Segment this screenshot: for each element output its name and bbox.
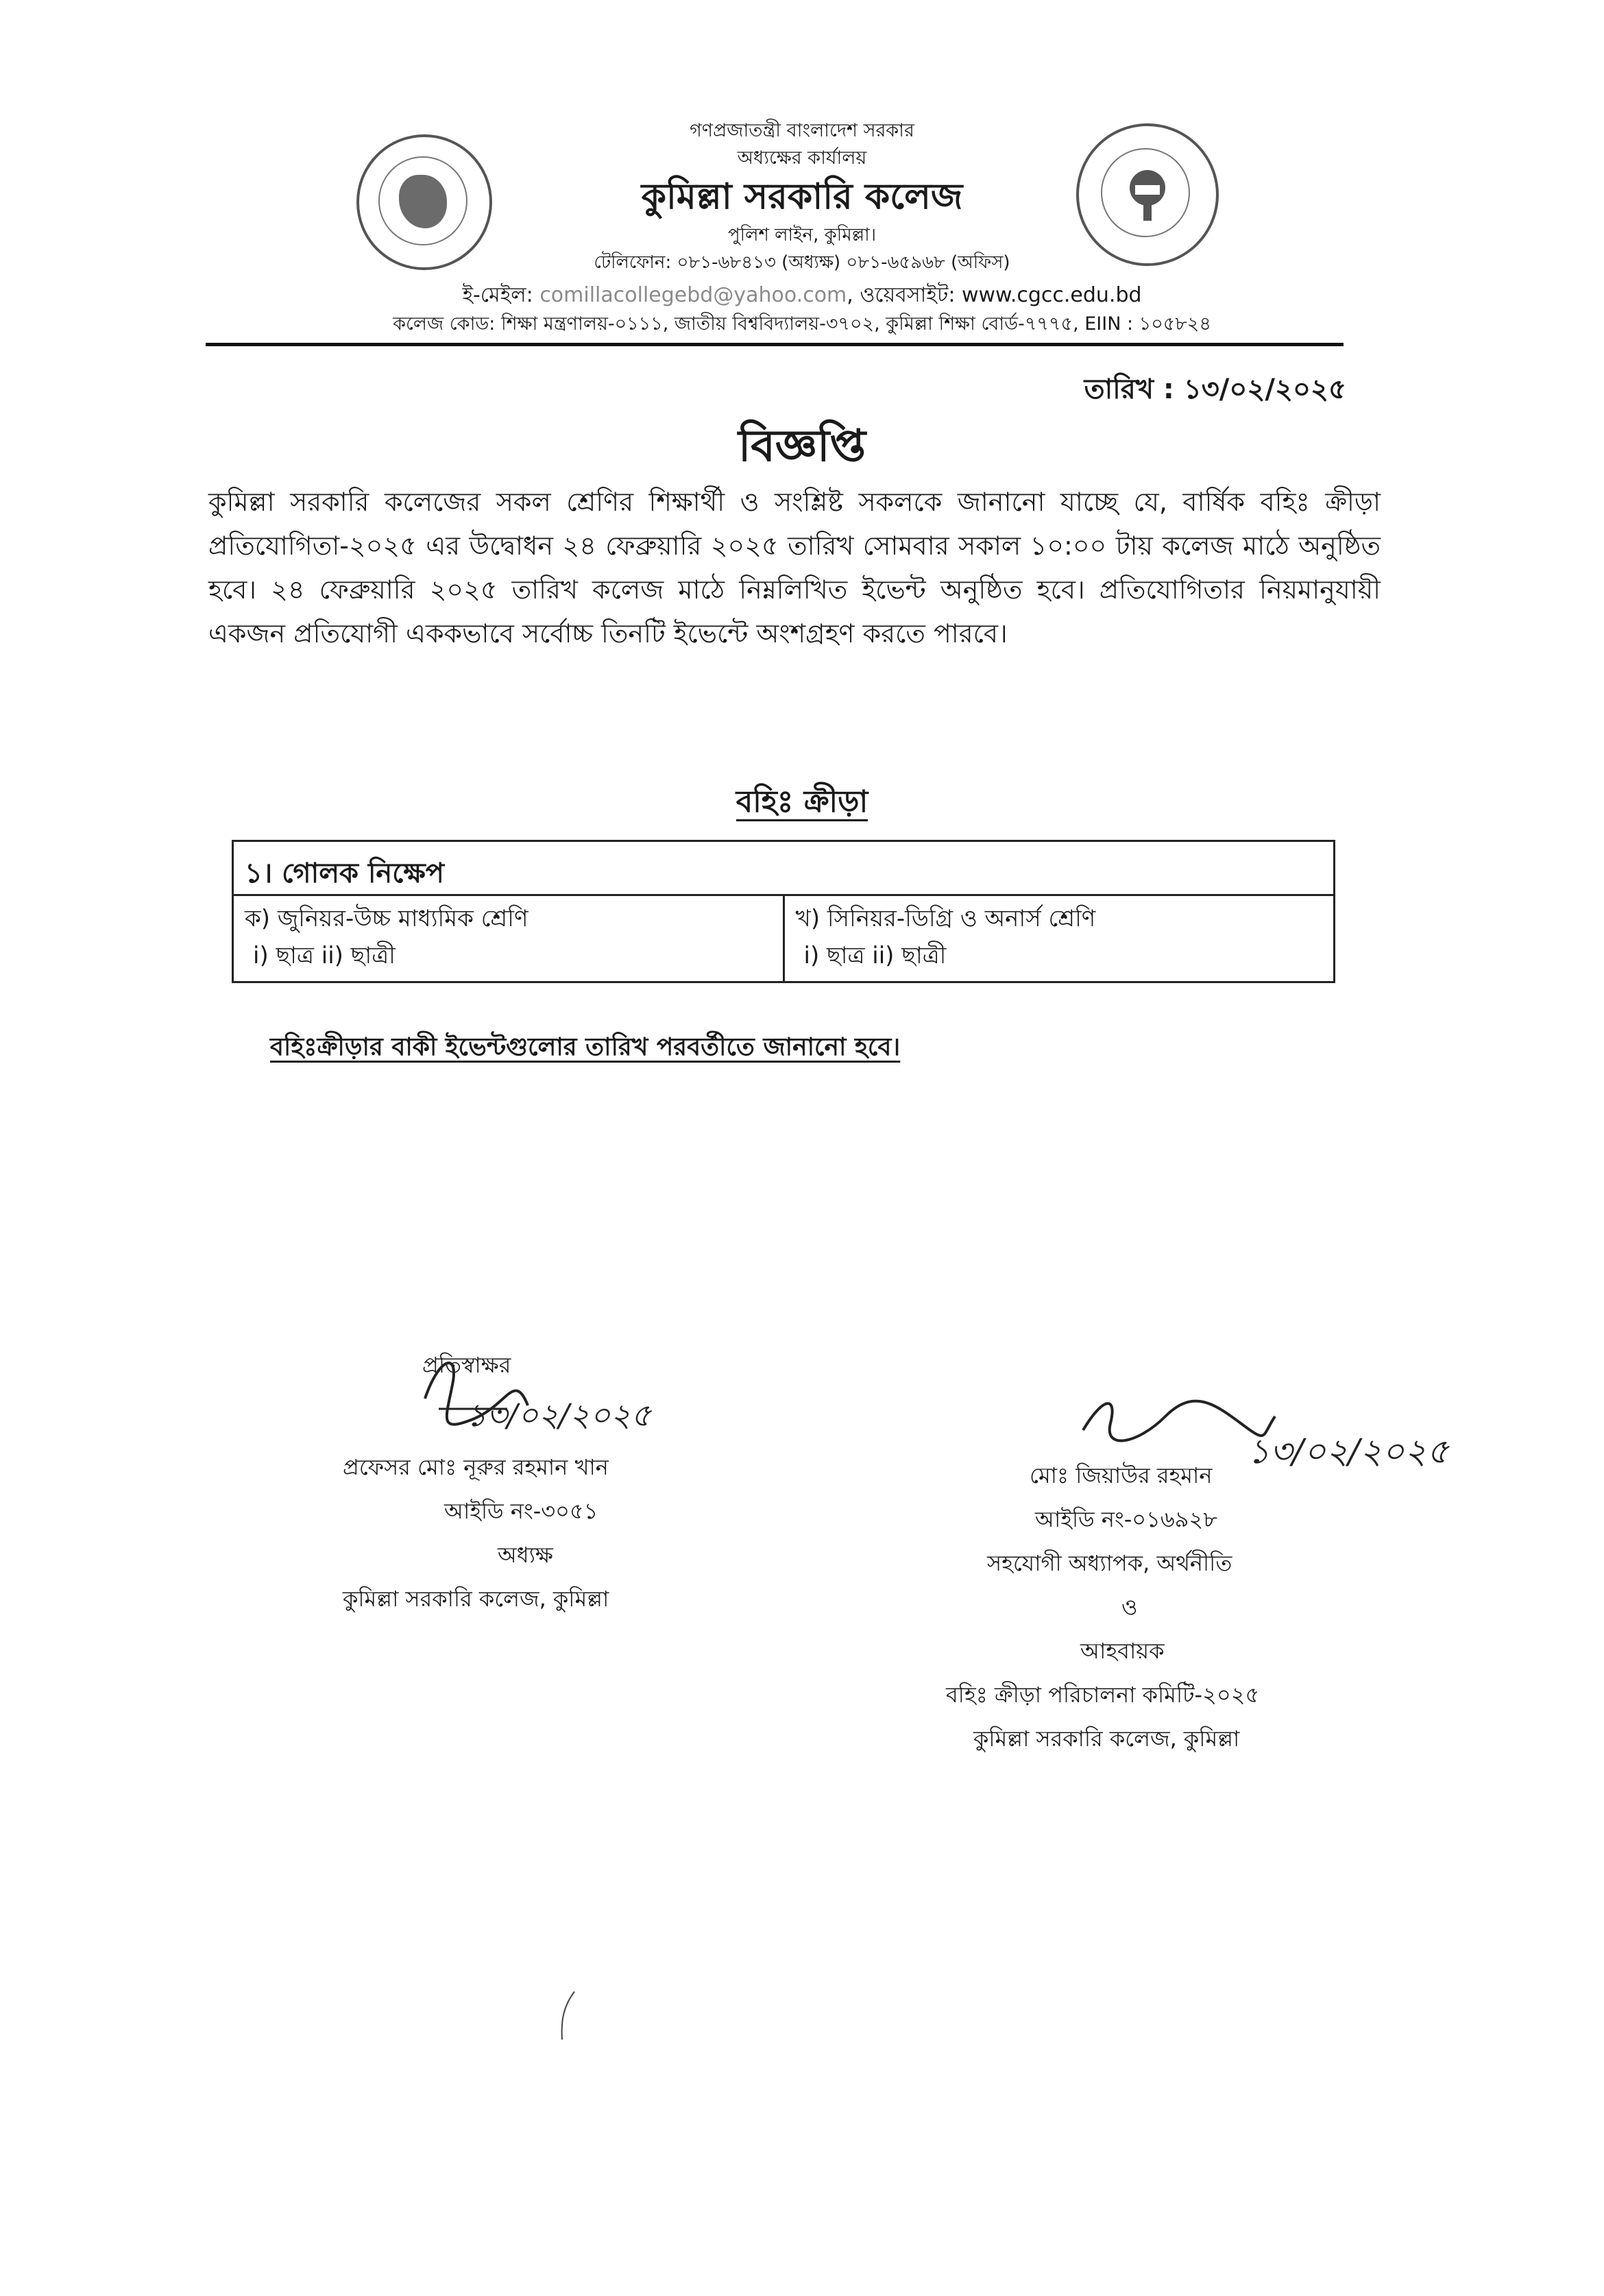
event-groups-row [234, 896, 1333, 981]
remark-note: বহিঃক্রীড়ার বাকী ইভেন্টগুলোর তারিখ পরবর্তীতে জানানো হবে। [270, 1033, 901, 1061]
right-signatory-name: মোঃ জিয়াউর রহমান [1030, 1462, 1213, 1488]
right-signatory-committee: বহিঃ ক্রীড়া পরিচালনা কমিটি-২০২৫ [946, 1682, 1260, 1708]
right-signatory-conjunction: ও [1121, 1594, 1138, 1620]
section-title-text: বহিঃ ক্রীড়া [736, 784, 868, 821]
event-title: ১। গোলক নিক্ষেপ [234, 842, 1333, 896]
left-signatory-name: প্রফেসর মোঃ নূরুর রহমান খান [343, 1454, 609, 1480]
left-signatory [329, 1340, 713, 1621]
notice-title: বিজ্ঞপ্তি [738, 421, 866, 472]
left-signatory-designation: অধ্যক্ষ [498, 1542, 553, 1568]
countersign-label: প্রতিস্বাক্ষর [422, 1352, 511, 1378]
pen-mark-icon [554, 1988, 581, 2043]
group-b-label: খ) সিনিয়র-ডিগ্রি ও অনার্স শ্রেণি [795, 905, 1096, 932]
left-signatory-id: আইডি নং-৩০৫১ [444, 1498, 598, 1524]
right-signatory-id: আইডি নং-০১৬৯২৮ [1035, 1506, 1217, 1532]
event-group-senior [783, 896, 1334, 981]
event-group-junior [234, 896, 783, 981]
institution-codes: কলেজ কোড: শিক্ষা মন্ত্রণালয়-০১১১, জাতীয় বিশ্ববিদ্যালয়-৩৭০২, কুমিল্লা শিক্ষা বোর্ড-৭৭৭৫, EIIN : ১০৫৮২৪ [393, 313, 1211, 335]
group-b-categories: i) ছাত্র ii) ছাত্রী [803, 942, 947, 969]
right-signature-date: ১৩/০২/২০২৫ [1248, 1431, 1449, 1471]
government-name: গণপ্রজাতন্ত্রী বাংলাদেশ সরকার [690, 120, 914, 141]
left-signature-date: ১৩/০২/২০২৫ [466, 1397, 652, 1434]
header-divider [206, 343, 1344, 346]
contact-line [0, 278, 1604, 313]
right-signatory [946, 1453, 1426, 1761]
college-address: পুলিশ লাইন, কুমিল্লা। [728, 225, 876, 245]
group-a-label: ক) জুনিয়র-উচ্চ মাধ্যমিক শ্রেণি [245, 905, 528, 932]
college-name: কুমিল্লা সরকারি কলেজ [641, 176, 963, 217]
section-title [0, 779, 1604, 829]
office-name: অধ্যক্ষের কার্যালয় [737, 147, 867, 169]
event-table [232, 840, 1335, 983]
left-signatory-institution: কুমিল্লা সরকারি কলেজ, কুমিল্লা [343, 1586, 609, 1612]
phone-line: টেলিফোন: ০৮১-৬৮৪১৩ (অধ্যক্ষ) ০৮১-৬৫৯৬৮ (অফিস) [594, 252, 1010, 273]
email-label: ই-মেইল: [462, 283, 540, 307]
right-signatory-designation: সহযোগী অধ্যাপক, অর্থনীতি [987, 1550, 1232, 1576]
right-signatory-institution: কুমিল্লা সরকারি কলেজ, কুমিল্লা [973, 1726, 1240, 1752]
right-signatory-role: আহবায়ক [1080, 1638, 1165, 1664]
website: , ওয়েবসাইট: www.cgcc.edu.bd [847, 283, 1142, 307]
group-a-categories: i) ছাত্র ii) ছাত্রী [253, 942, 396, 969]
notice-date: তারিখ : ১৩/০২/২০২৫ [1084, 374, 1346, 405]
notice-body: কুমিল্লা সরকারি কলেজের সকল শ্রেণির শিক্ষার্থী ও সংশ্লিষ্ট সকলকে জানানো যাচ্ছে যে, বার্ষিক বহিঃ ক্রীড়া প্রতিযোগিতা-২০২৫ এর উদ্বোধন ২৪ ফেব্রুয়ারি ২০২৫ তারিখ সোমবার সকাল ১০:০০ টায় কলেজ মাঠে অনুষ্ঠিত হবে। ২৪ ফেব্রুয়ারি ২০২৫ তারিখ কলেজ মাঠে নিম্নলিখিত ইভেন্ট অনুষ্ঠিত হবে। প্রতিযোগিতার নিয়মানুযায়ী একজন প্রতিযোগী এককভাবে সর্বোচ্চ তিনটি ইভেন্টে অংশগ্রহণ করতে পারবে। [208, 487, 1381, 649]
email-address: comillacollegebd@yahoo.com [539, 283, 847, 307]
